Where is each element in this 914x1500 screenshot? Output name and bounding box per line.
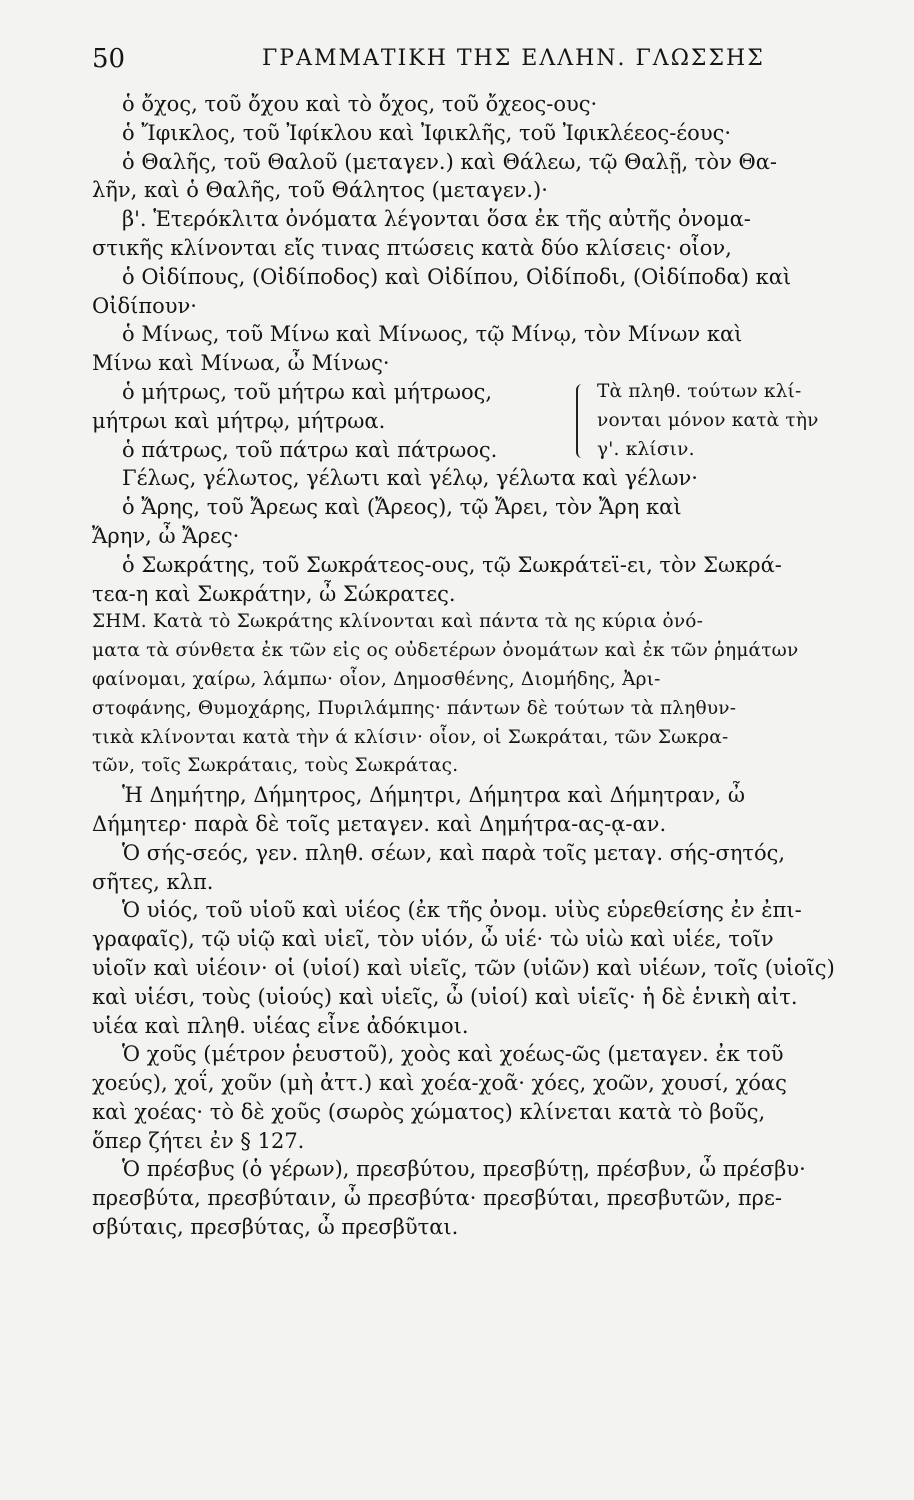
text-line: υἱοῖν καὶ υἱέοιν· οἱ (υἱοί) καὶ υἱεῖς, τῶν (υἱῶν) καὶ υἱέων, τοῖς (υἱοῖς) bbox=[92, 955, 835, 980]
note-line: τῶν, τοῖς Σωκράταις, τοὺς Σωκράτας. bbox=[92, 755, 459, 777]
page-body bbox=[92, 90, 872, 1242]
text-line: ὁ Ἄρης, τοῦ Ἄρεως καὶ (Ἄρεος), τῷ Ἄρει, τὸν Ἄρη καὶ bbox=[122, 495, 682, 520]
page-number: 50 bbox=[92, 44, 126, 74]
text-line: ὁ Ἴφικλος, τοῦ Ἰφίκλου καὶ Ἰφικλῆς, τοῦ Ἰφικλέεος-έους· bbox=[122, 120, 732, 145]
text-line: στικῆς κλίνονται εἴς τινας πτώσεις κατὰ δύο κλίσεις· οἷον, bbox=[92, 235, 732, 260]
text-line: Ὁ σής-σεός, γεν. πληθ. σέων, καὶ παρὰ τοῖς μεταγ. σής-σητός, bbox=[122, 840, 786, 865]
text-line: Ὁ χοῦς (μέτρον ῥευστοῦ), χοὸς καὶ χοέως-ῶς (μεταγεν. ἐκ τοῦ bbox=[122, 1042, 784, 1067]
text-line: καὶ υἱέσι, τοὺς (υἱούς) καὶ υἱεῖς, ὦ (υἱοί) καὶ υἱεῖς· ἡ δὲ ἑνικὴ αἰτ. bbox=[92, 984, 798, 1009]
text-line: μήτρωι καὶ μήτρῳ, μήτρωα. bbox=[92, 408, 386, 433]
text-line: Ὁ πρέσβυς (ὁ γέρων), πρεσβύτου, πρεσβύτῃ, πρέσβυν, ὦ πρέσβυ· bbox=[122, 1157, 806, 1182]
text-line: Οἰδίπουν· bbox=[92, 293, 197, 318]
note-line: τικὰ κλίνονται κατὰ τὴν ά κλίσιν· οἷον, οἱ Σωκράται, τῶν Σωκρα- bbox=[92, 726, 729, 748]
text-line: Ἡ Δημήτηρ, Δήμητρος, Δήμητρι, Δήμητρα καὶ Δήμητραν, ὦ bbox=[122, 783, 745, 808]
text-line: χοεύς), χοΐ, χοῦν (μὴ ἀττ.) καὶ χοέα-χοᾶ· χόες, χοῶν, χουσί, χόας bbox=[92, 1071, 787, 1096]
text-line: ὅπερ ζήτει ἐν § 127. bbox=[92, 1128, 305, 1153]
left-column bbox=[92, 378, 562, 464]
text-line: ὁ πάτρως, τοῦ πάτρω καὶ πάτρωος. bbox=[122, 437, 498, 462]
text-line: ὁ Θαλῆς, τοῦ Θαλοῦ (μεταγεν.) καὶ Θάλεω, τῷ Θαλῇ, τὸν Θα- bbox=[122, 149, 777, 174]
text-line: λῆν, καὶ ὁ Θαλῆς, τοῦ Θάλητος (μεταγεν.)· bbox=[92, 178, 548, 203]
text-line: σβύταις, πρεσβύτας, ὦ πρεσβῦται. bbox=[92, 1215, 459, 1240]
text-line: Ἄρην, ὦ Ἄρες· bbox=[92, 523, 240, 548]
note-line: γ'. κλίσιν. bbox=[597, 438, 695, 460]
text-line: Γέλως, γέλωτος, γέλωτι καὶ γέλῳ, γέλωτα καὶ γέλων· bbox=[122, 466, 698, 491]
text-line: ὁ μήτρως, τοῦ μήτρω καὶ μήτρωος, bbox=[122, 379, 493, 404]
note-line: ΣΗΜ. Κατὰ τὸ Σωκράτης κλίνονται καὶ πάντα τὰ ης κύρια ὀνό- bbox=[92, 611, 704, 633]
text-line: ὁ Σωκράτης, τοῦ Σωκράτεος-ους, τῷ Σωκράτεϊ-ει, τὸν Σωκρά- bbox=[122, 552, 782, 577]
text-line: ὁ Οἰδίπους, (Οἰδίποδος) καὶ Οἰδίπου, Οἰδίποδι, (Οἰδίποδα) καὶ bbox=[122, 264, 792, 289]
text-line: Δήμητερ· παρὰ δὲ τοῖς μεταγεν. καὶ Δημήτρα-ας-ᾳ-αν. bbox=[92, 811, 667, 836]
text-line: τεα-η καὶ Σωκράτην, ὦ Σώκρατες. bbox=[92, 581, 456, 606]
text-line: ὁ Μίνως, τοῦ Μίνω καὶ Μίνωος, τῷ Μίνῳ, τὸν Μίνων καὶ bbox=[122, 322, 743, 347]
note-line: ματα τὰ σύνθετα ἐκ τῶν εἰς ος οὐδετέρων ὀνομάτων καὶ ἐκ τῶν ῥημάτων bbox=[92, 640, 799, 662]
text-line: πρεσβύτα, πρεσβύταιν, ὦ πρεσβύτα· πρεσβύται, πρεσβυτῶν, πρε- bbox=[92, 1186, 782, 1211]
page-header bbox=[92, 44, 872, 84]
brace-divider bbox=[576, 384, 588, 458]
text-line: σῆτες, κλπ. bbox=[92, 869, 214, 894]
note-line: στοφάνης, Θυμοχάρης, Πυριλάμπης· πάντων δὲ τούτων τὰ πληθυν- bbox=[92, 697, 737, 719]
note-line: Τὰ πληθ. τούτων κλί- bbox=[597, 380, 802, 402]
side-note bbox=[597, 378, 872, 464]
text-line: Μίνω καὶ Μίνωα, ὦ Μίνως· bbox=[92, 351, 390, 376]
note-line: νονται μόνον κατὰ τὴν bbox=[597, 409, 819, 431]
text-line: β'. Ἑτερόκλιτα ὀνόματα λέγονται ὅσα ἐκ τῆς αὐτῆς ὀνομα- bbox=[122, 207, 751, 232]
two-column-block bbox=[92, 378, 872, 464]
text-line: γραφαῖς), τῷ υἱῷ καὶ υἱεῖ, τὸν υἱόν, ὦ υἱέ· τὼ υἱὼ καὶ υἱέε, τοῖν bbox=[92, 927, 774, 952]
text-line: υἱέα καὶ πληθ. υἱέας εἶνε ἀδόκιμοι. bbox=[92, 1013, 469, 1038]
running-title: ΓΡΑΜΜΑΤΙΚΗ ΤΗΣ ΕΛΛΗΝ. ΓΛΩΣΣΗΣ bbox=[262, 46, 765, 71]
text-line: καὶ χοέας· τὸ δὲ χοῦς (σωρὸς χώματος) κλίνεται κατὰ τὸ βοῦς, bbox=[92, 1099, 766, 1124]
note-line: φαίνομαι, χαίρω, λάμπω· οἷον, Δημοσθένης, Διομήδης, Ἀρι- bbox=[92, 668, 661, 690]
text-line: Ὁ υἱός, τοῦ υἱοῦ καὶ υἱέος (ἐκ τῆς ὀνομ. υἱὺς εὑρεθείσης ἐν ἐπι- bbox=[122, 898, 802, 923]
text-line: ὁ ὄχος, τοῦ ὄχου καὶ τὸ ὄχος, τοῦ ὄχεος-ους· bbox=[122, 92, 598, 116]
